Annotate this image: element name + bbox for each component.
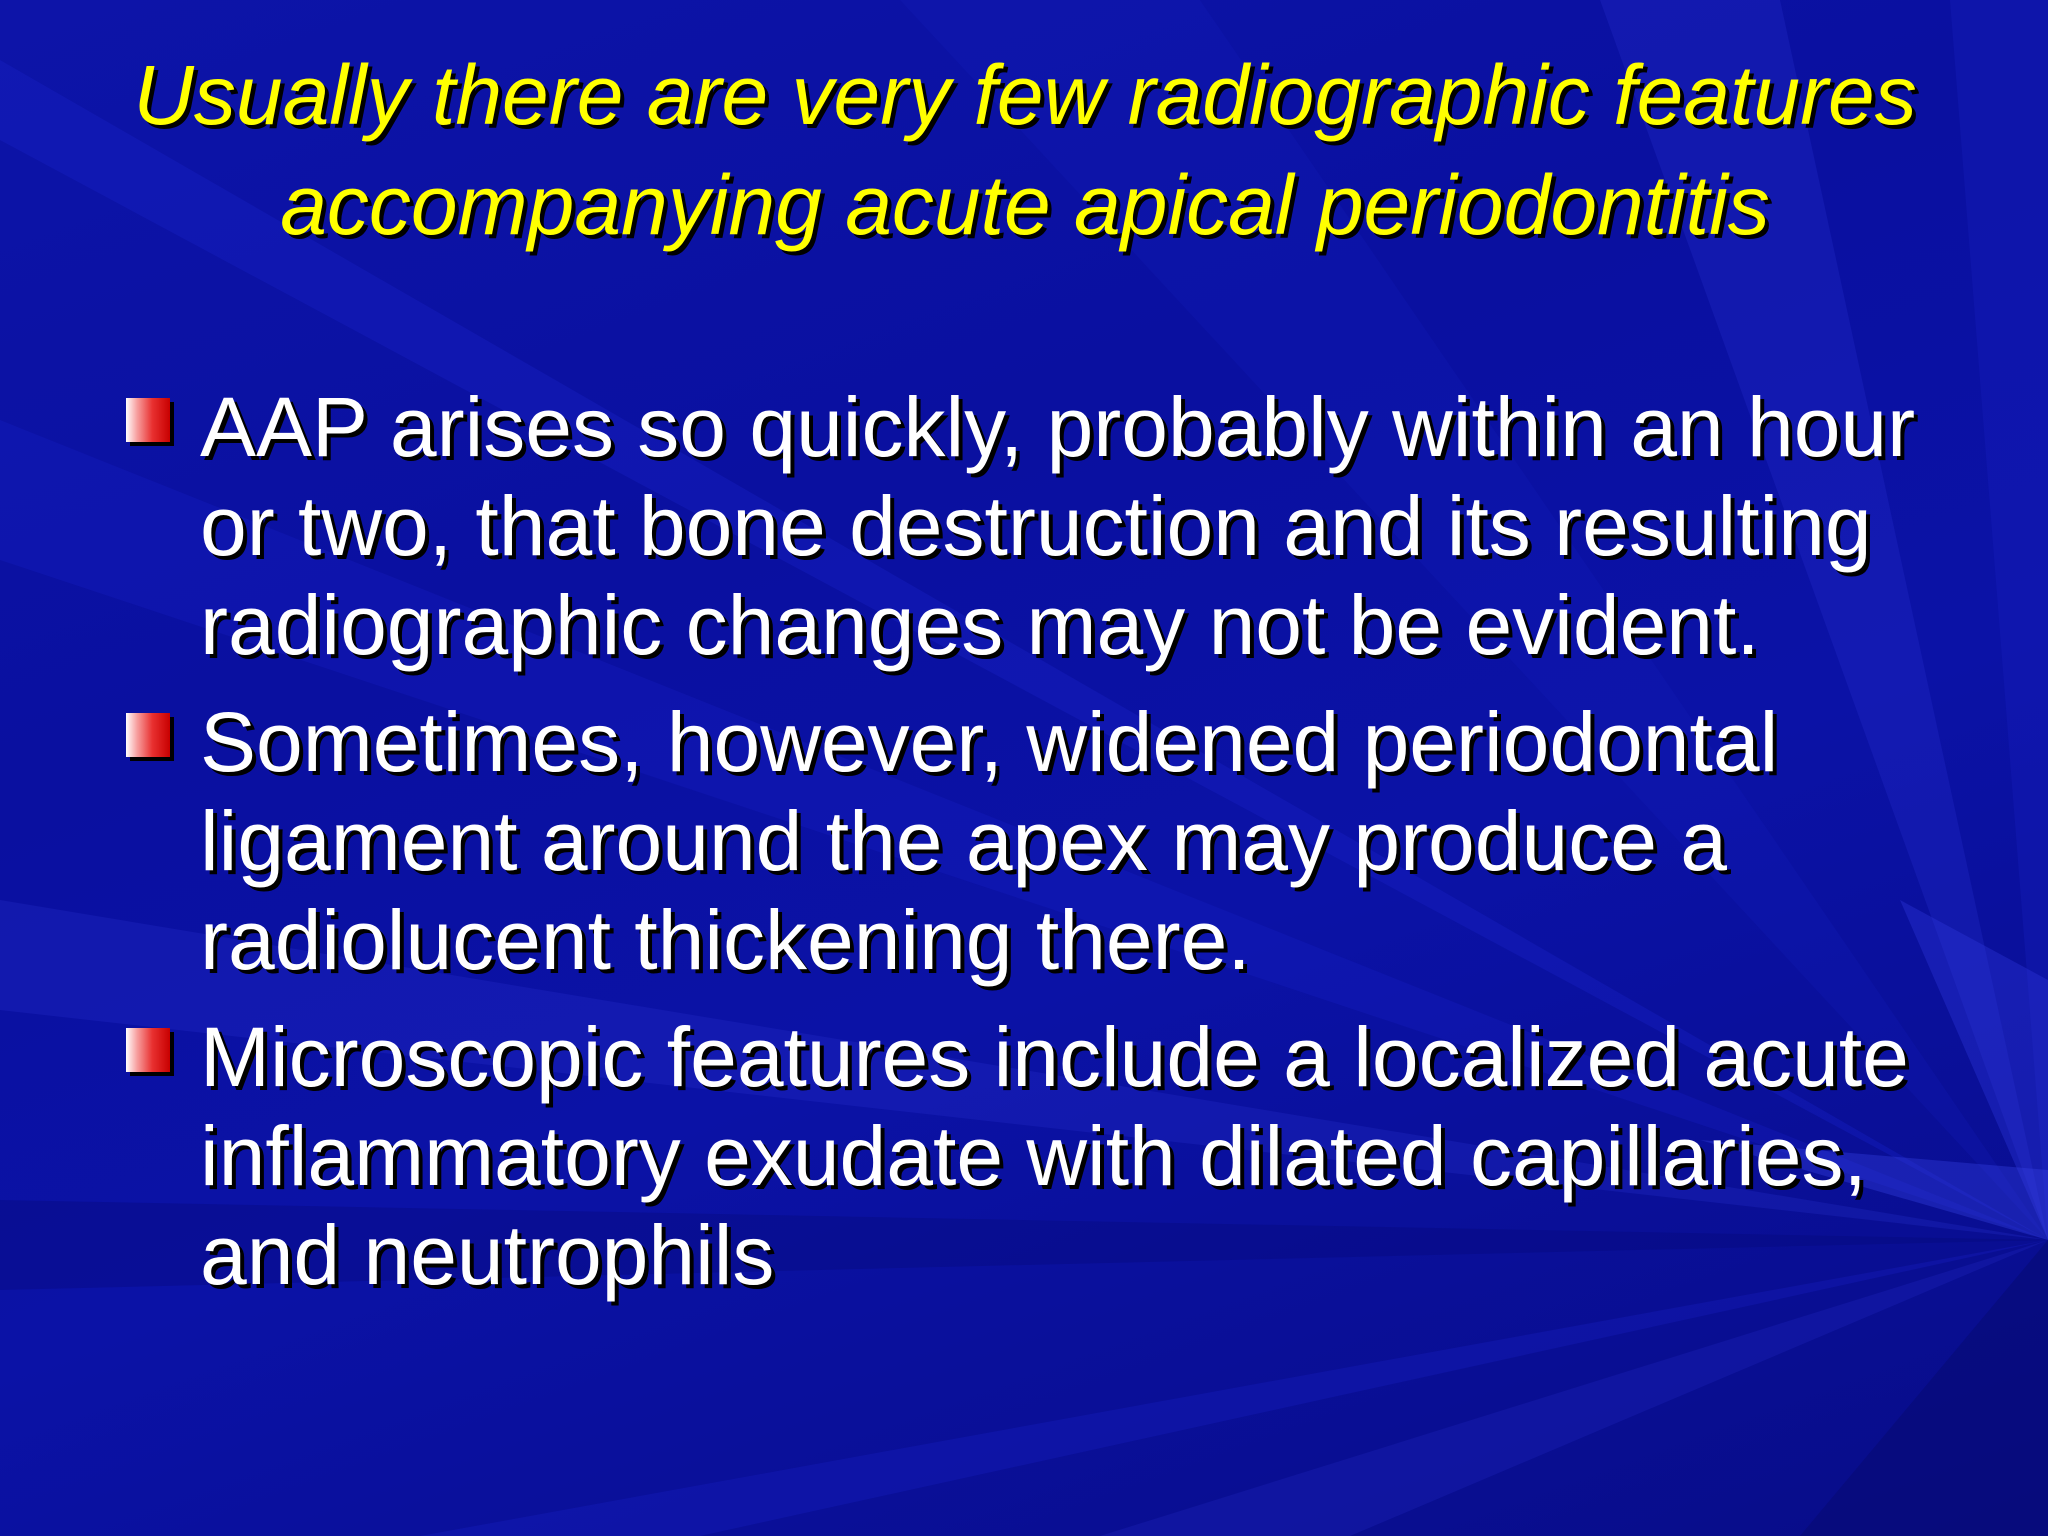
bullet-item	[126, 378, 1946, 675]
bullet-item	[126, 693, 1946, 990]
slide-title: Usually there are very few radiographic features accompanying acute apical periodontitis	[133, 48, 1917, 252]
bullet-square-icon	[126, 713, 170, 757]
bullet-item	[126, 1008, 1946, 1305]
bullet-text: AAP arises so quickly, probably within an hour or two, that bone destruction and its resulting radiographic changes may not be evident.	[200, 380, 1916, 672]
bullet-square-icon	[126, 1028, 170, 1072]
bullet-text: Sometimes, however, widened periodontal ligament around the apex may produce a radiolucent thickening there.	[200, 695, 1779, 987]
bullet-text: Microscopic features include a localized acute inflammatory exudate with dilated capillaries, and neutrophils	[200, 1010, 1909, 1302]
bullet-list	[126, 378, 1946, 1323]
bullet-square-icon	[126, 398, 170, 442]
